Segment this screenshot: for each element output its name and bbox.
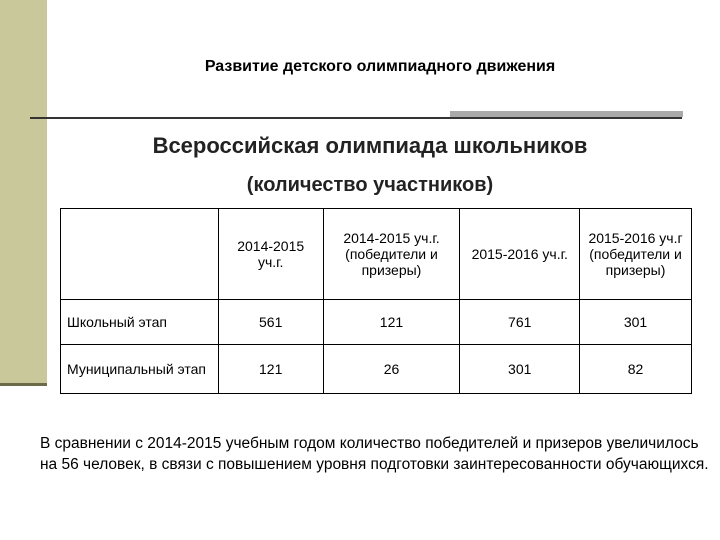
table-cell: 301 [460,345,580,394]
table-header-row [61,209,692,300]
header-cell-empty [61,209,219,300]
table-cell: 301 [580,300,692,345]
header-title: Развитие детского олимпиадного движения [204,58,556,75]
table-cell: 26 [323,345,460,394]
table-cell: 561 [218,300,323,345]
summary-text: В сравнении с 2014-2015 учебным годом количество победителей и призеров увеличилось на 56 человек, в связи с повышением уровня подготовки заинтересованности обучающихся. [40,435,709,473]
header-cell-2014-2015: 2014-2015 уч.г. [218,209,323,300]
header-cell-2015-2016-winners: 2015-2016 уч.г (победители и призеры) [580,209,692,300]
subtitle: (количество участников) [246,174,494,196]
table-cell: 121 [323,300,460,345]
row-label-school: Школьный этап [61,300,219,345]
left-band-edge [0,383,47,386]
participants-table [60,208,692,394]
row-label-municipal: Муниципальный этап [61,345,219,394]
table-cell: 121 [218,345,323,394]
header-cell-2014-2015-winners: 2014-2015 уч.г. (победители и призеры) [323,209,460,300]
table-row [61,300,692,345]
table-cell: 82 [580,345,692,394]
table-cell: 761 [460,300,580,345]
table-row [61,345,692,394]
left-decorative-band [0,0,47,383]
header-cell-2015-2016: 2015-2016 уч.г. [460,209,580,300]
main-title: Всероссийская олимпиада школьников [152,133,588,158]
header-divider [30,117,682,119]
